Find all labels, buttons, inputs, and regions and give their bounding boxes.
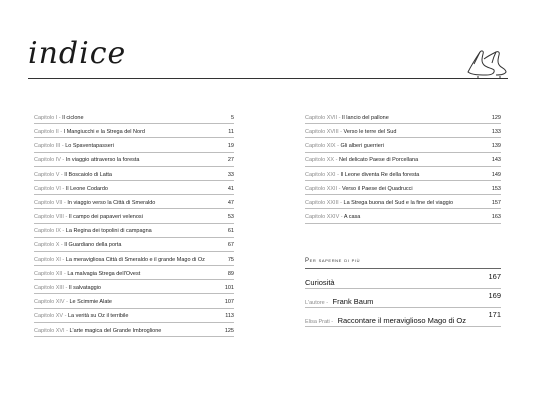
page-number: 129: [491, 114, 501, 121]
page-number: 139: [491, 143, 501, 150]
section-divider: [305, 268, 501, 269]
page-number: 113: [225, 313, 234, 320]
chapter-title: Il salvataggio: [68, 285, 101, 292]
page-number: 27: [227, 157, 234, 164]
toc-row[interactable]: [305, 195, 501, 209]
toc-row[interactable]: [34, 309, 234, 323]
chapter-number: Capitolo XXII -: [305, 185, 341, 192]
chapter-number: Capitolo X -: [34, 242, 63, 249]
page-number: 19: [227, 143, 234, 150]
extra-page: 171: [488, 310, 501, 319]
toc-row[interactable]: [34, 224, 234, 238]
page-number: 41: [227, 185, 234, 192]
extra-lead: Elisa Prati -: [305, 319, 334, 325]
toc-row[interactable]: [305, 167, 501, 181]
toc-extra-item[interactable]: [305, 272, 501, 289]
chapter-title: La meravigliosa Città di Smeraldo e il grande Mago di Oz: [65, 256, 205, 263]
page-number: 5: [230, 114, 234, 121]
toc-row[interactable]: [34, 252, 234, 266]
chapter-number: Capitolo IX -: [34, 228, 65, 235]
chapter-title: Il ciclone: [62, 114, 84, 121]
extra-title: Curiosità: [305, 278, 335, 287]
chapter-title: Verso le terre del Sud: [343, 128, 397, 135]
toc-row[interactable]: [34, 294, 234, 308]
toc-row[interactable]: [34, 195, 234, 209]
chapter-title: La Strega buona del Sud e la fine del viaggio: [343, 199, 454, 206]
toc-row[interactable]: [34, 153, 234, 167]
page-number: 53: [227, 214, 234, 221]
page-number: 67: [227, 242, 234, 249]
ruby-slippers-icon: [464, 46, 508, 80]
chapter-number: Capitolo XV -: [34, 313, 67, 320]
page-number: 149: [491, 171, 501, 178]
extra-page: 167: [488, 272, 501, 281]
chapter-title: La verità su Oz il terribile: [67, 313, 129, 320]
extra-lead: L'autore -: [305, 300, 329, 306]
page-number: 125: [224, 327, 234, 334]
toc-left-column: [34, 110, 234, 337]
chapter-number: Capitolo III -: [34, 143, 64, 150]
chapter-number: Capitolo I -: [34, 114, 61, 121]
chapter-title: Le Scimmie Alate: [69, 299, 112, 306]
chapter-title: Il campo dei papaveri velenosi: [68, 214, 143, 221]
toc-row[interactable]: [305, 138, 501, 152]
toc-row[interactable]: [34, 280, 234, 294]
page-number: 163: [491, 214, 501, 221]
chapter-number: Capitolo XXIII -: [305, 199, 342, 206]
chapter-number: Capitolo XVIII -: [305, 128, 342, 135]
chapter-title: I Mangiucchi e la Strega del Nord: [63, 128, 145, 135]
extra-page: 169: [488, 291, 501, 300]
chapter-title: Il Guardiano della porta: [64, 242, 122, 249]
page-number: 61: [227, 228, 234, 235]
chapter-title: L'arte magica del Grande Imbroglione: [69, 327, 162, 334]
toc-row[interactable]: [34, 167, 234, 181]
chapter-title: In viaggio verso la Città di Smeraldo: [67, 199, 156, 206]
chapter-number: Capitolo IV -: [34, 157, 65, 164]
toc-row[interactable]: [305, 209, 501, 223]
chapter-number: Capitolo VI -: [34, 185, 65, 192]
toc-row[interactable]: [34, 181, 234, 195]
chapter-title: Verso il Paese dei Quadrucci: [342, 185, 413, 192]
toc-row[interactable]: [305, 153, 501, 167]
toc-row[interactable]: [34, 266, 234, 280]
toc-row[interactable]: [34, 323, 234, 337]
page-number: 133: [491, 128, 501, 135]
toc-extra-item[interactable]: [305, 291, 501, 308]
page-number: 107: [224, 299, 234, 306]
chapter-title: Il Leone diventa Re della foresta: [340, 171, 420, 178]
page-number: 143: [491, 157, 501, 164]
toc-row[interactable]: [34, 110, 234, 124]
chapter-title: Gli alberi guerrieri: [340, 143, 384, 150]
page-title: indice: [28, 36, 127, 71]
chapter-title: Lo Spaventapasseri: [65, 143, 114, 150]
chapter-title: Il Leone Codardo: [65, 185, 108, 192]
extra-title: Raccontare il meraviglioso Mago di Oz: [337, 316, 466, 325]
chapter-title: In viaggio attraverso la foresta: [65, 157, 140, 164]
toc-extra-item[interactable]: [305, 310, 501, 327]
page-number: 75: [227, 256, 234, 263]
toc-row[interactable]: [34, 238, 234, 252]
page-number: 157: [491, 199, 501, 206]
page-number: 47: [227, 199, 234, 206]
toc-row[interactable]: [34, 124, 234, 138]
chapter-number: Capitolo XVII -: [305, 114, 341, 121]
page-number: 33: [227, 171, 234, 178]
chapter-number: Capitolo II -: [34, 128, 63, 135]
chapter-number: Capitolo XVI -: [34, 327, 68, 334]
title-divider: [28, 78, 508, 79]
chapter-number: Capitolo VIII -: [34, 214, 68, 221]
chapter-title: Il Boscaiolo di Latta: [64, 171, 112, 178]
chapter-title: La malvagia Strega dell'Ovest: [67, 270, 141, 277]
toc-right-column: [305, 110, 501, 224]
page-number: 101: [224, 285, 234, 292]
chapter-title: A casa: [343, 214, 361, 221]
chapter-number: Capitolo XII -: [34, 270, 66, 277]
chapter-number: Capitolo XIV -: [34, 299, 68, 306]
section-heading: Per saperne di più: [305, 258, 361, 264]
toc-row[interactable]: [305, 181, 501, 195]
chapter-number: Capitolo XX -: [305, 157, 338, 164]
chapter-title: La Regina dei topolini di campagna: [65, 228, 152, 235]
page-number: 11: [228, 128, 234, 135]
toc-row[interactable]: [34, 209, 234, 223]
toc-row[interactable]: [305, 124, 501, 138]
chapter-title: Il lancio del pallone: [342, 114, 389, 121]
page-number: 89: [227, 270, 234, 277]
chapter-number: Capitolo XI -: [34, 256, 65, 263]
toc-row[interactable]: [305, 110, 501, 124]
chapter-number: Capitolo XXIV -: [305, 214, 343, 221]
chapter-number: Capitolo XIII -: [34, 285, 68, 292]
chapter-number: Capitolo XXI -: [305, 171, 339, 178]
chapter-title: Nel delicato Paese di Porcellana: [338, 157, 419, 164]
page-number: 153: [491, 185, 501, 192]
chapter-number: Capitolo V -: [34, 171, 63, 178]
chapter-number: Capitolo VII -: [34, 199, 66, 206]
toc-row[interactable]: [34, 138, 234, 152]
chapter-number: Capitolo XIX -: [305, 143, 339, 150]
extra-title: Frank Baum: [332, 297, 374, 306]
